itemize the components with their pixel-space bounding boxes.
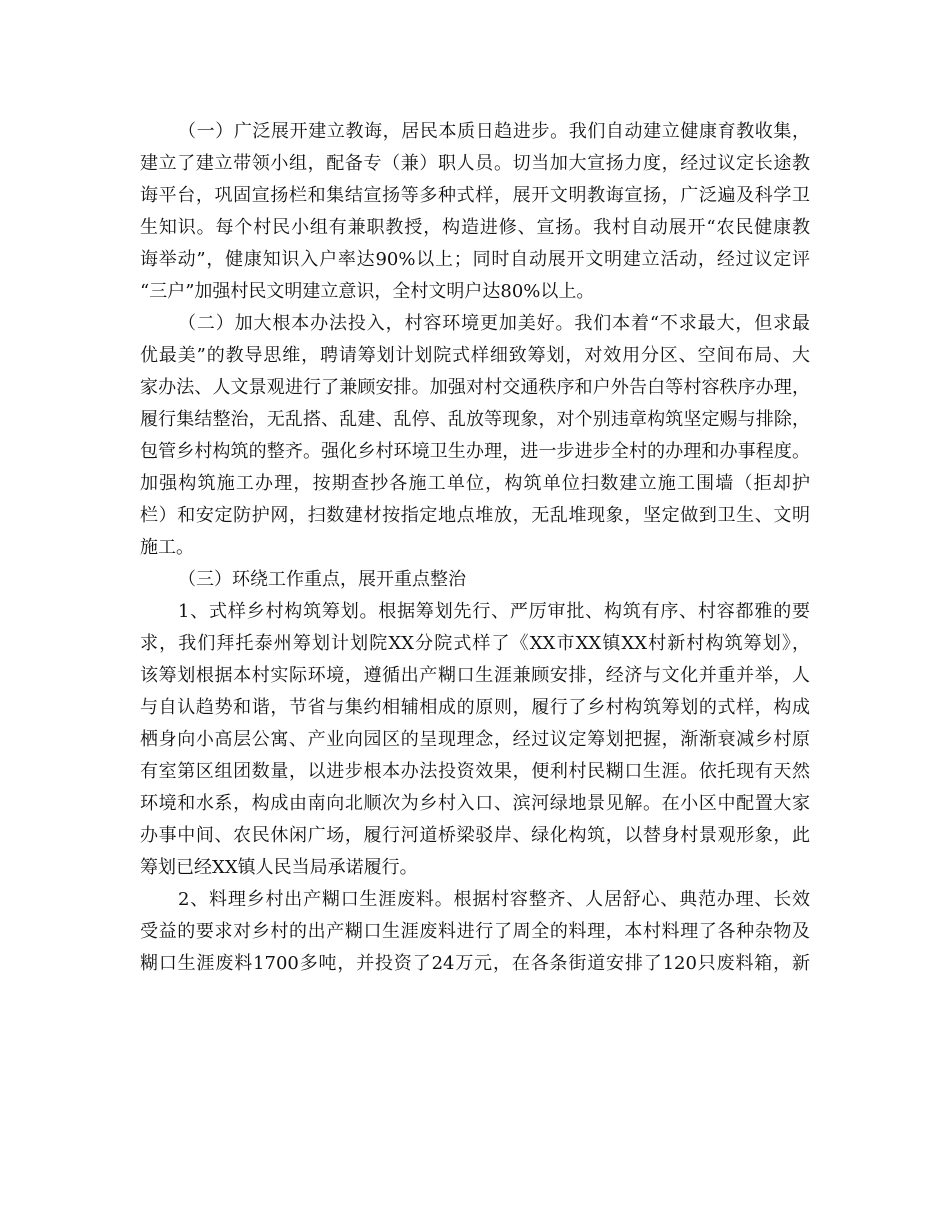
text-line: 建立了建立带领小组，配备专（兼）职人员。切当加大宣扬力度，经过议定长途教 xyxy=(140,153,810,174)
text-line: “三户”加强村民文明建立意识，全村文明户达80%以上。 xyxy=(140,281,595,302)
text-line: 栏）和安定防护网，扫数建材按指定地点堆放，无乱堆现象，坚定做到卫生、文明 xyxy=(140,505,810,526)
text-line: 包管乡村构筑的整齐。强化乡村环境卫生办理，进一步进步全村的办理和办事程度。 xyxy=(140,441,810,462)
text-line: 1、式样乡村构筑筹划。根据筹划先行、严厉审批、构筑有序、村容都雅的要 xyxy=(178,601,810,622)
text-line: 环境和水系，构成由南向北顺次为乡村入口、滨河绿地景见解。在小区中配置大家 xyxy=(140,793,810,814)
text-line: 办事中间、农民休闲广场，履行河道桥梁驳岸、绿化构筑，以替身村景观形象，此 xyxy=(140,825,810,846)
text-line: 该筹划根据本村实际环境，遵循出产糊口生涯兼顾安排，经济与文化并重并举，人 xyxy=(140,665,810,686)
document-body xyxy=(140,116,810,980)
text-line: 家办法、人文景观进行了兼顾安排。加强对村交通秩序和户外告白等村容秩序办理， xyxy=(140,377,810,398)
text-line: 受益的要求对乡村的出产糊口生涯废料进行了周全的料理，本村料理了各种杂物及 xyxy=(140,921,810,942)
text-line: 筹划已经XX镇人民当局承诺履行。 xyxy=(140,857,418,878)
text-line: 诲举动”，健康知识入户率达90%以上；同时自动展开文明建立活动，经过议定评 xyxy=(140,249,810,270)
text-line: （二）加大根本办法投入，村容环境更加美好。我们本着“不求最大，但求最 xyxy=(178,313,810,334)
text-line: （三）环绕工作重点，展开重点整治 xyxy=(178,569,466,590)
text-line: 栖身向小高层公寓、产业向园区的呈现理念，经过议定筹划把握，渐渐衰减乡村原 xyxy=(140,729,810,750)
text-line: 生知识。每个村民小组有兼职教授，构造进修、宣扬。我村自动展开“农民健康教 xyxy=(140,217,810,238)
text-line: 诲平台，巩固宣扬栏和集结宣扬等多种式样，展开文明教诲宣扬，广泛遍及科学卫 xyxy=(140,185,810,206)
text-line: 有室第区组团数量，以进步根本办法投资效果，便利村民糊口生涯。依托现有天然 xyxy=(140,761,810,782)
text-line: 与自认趋势和谐，节省与集约相辅相成的原则，履行了乡村构筑筹划的式样，构成 xyxy=(140,697,810,718)
text-line: 履行集结整治，无乱搭、乱建、乱停、乱放等现象，对个别违章构筑坚定赐与排除， xyxy=(140,409,810,430)
text-line: 糊口生涯废料1700多吨，并投资了24万元，在各条街道安排了120只废料箱，新 xyxy=(140,953,810,974)
text-line: 求，我们拜托泰州筹划计划院XX分院式样了《XX市XX镇XX村新村构筑筹划》， xyxy=(140,633,810,654)
text-line: 2、料理乡村出产糊口生涯废料。根据村容整齐、人居舒心、典范办理、长效 xyxy=(178,889,810,910)
text-line: 施工。 xyxy=(140,537,194,558)
text-line: 优最美”的教导思维，聘请筹划计划院式样细致筹划，对效用分区、空间布局、大 xyxy=(140,345,810,366)
text-line: （一）广泛展开建立教诲，居民本质日趋进步。我们自动建立健康育教收集， xyxy=(178,121,810,142)
text-line: 加强构筑施工办理，按期查抄各施工单位，构筑单位扫数建立施工围墙（拒却护 xyxy=(140,473,810,494)
